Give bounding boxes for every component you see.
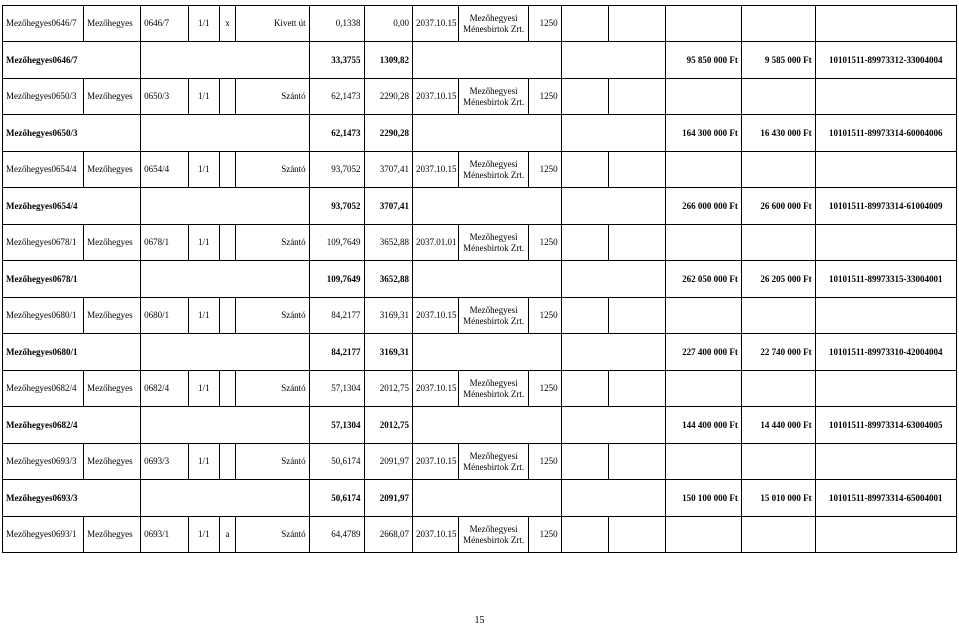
parcel-number: 0646/7	[141, 6, 188, 42]
deposit-amount: 22 740 000 Ft	[741, 334, 815, 371]
gold-crown-value: 3707,41	[364, 152, 412, 188]
parcel-detail-row	[3, 517, 957, 553]
starting-price: 262 050 000 Ft	[665, 261, 741, 298]
lease-end-date: 2037.10.15	[412, 517, 458, 553]
summary-area-hectares: 57,1304	[309, 407, 364, 444]
bank-account-number: 10101511-89973312-33004004	[815, 42, 956, 79]
empty-cell	[561, 115, 665, 152]
lease-end-date: 2037.10.15	[412, 6, 458, 42]
area-hectares: 64,4789	[309, 517, 364, 553]
cultivation-branch: Szántó	[235, 444, 309, 480]
parcel-number: 0650/3	[141, 79, 188, 115]
sub-parcel-letter	[220, 225, 236, 261]
summary-area-hectares: 109,7649	[309, 261, 364, 298]
empty-cell	[561, 188, 665, 225]
empty-cell	[665, 371, 741, 407]
gold-crown-value: 2091,97	[364, 444, 412, 480]
gold-crown-value: 3652,88	[364, 225, 412, 261]
starting-price: 144 400 000 Ft	[665, 407, 741, 444]
parcel-summary-row	[3, 480, 957, 517]
empty-cell	[609, 371, 666, 407]
parcel-number: 0682/4	[141, 371, 188, 407]
empty-cell	[665, 444, 741, 480]
area-hectares: 57,1304	[309, 371, 364, 407]
empty-cell	[561, 42, 665, 79]
owner-name: Mezőhegyesi Ménesbirtok Zrt.	[459, 152, 529, 188]
empty-cell	[561, 480, 665, 517]
parcel-number: 0680/1	[141, 298, 188, 334]
parcel-summary-row	[3, 188, 957, 225]
deposit-amount: 14 440 000 Ft	[741, 407, 815, 444]
trust-code: 1250	[528, 298, 561, 334]
empty-cell	[665, 79, 741, 115]
empty-cell	[741, 79, 815, 115]
parcel-detail-row	[3, 225, 957, 261]
starting-price: 164 300 000 Ft	[665, 115, 741, 152]
empty-cell	[561, 371, 608, 407]
gold-crown-value: 0,00	[364, 6, 412, 42]
parcel-detail-row	[3, 6, 957, 42]
empty-cell	[815, 517, 956, 553]
page-number: 15	[474, 615, 485, 626]
empty-cell	[561, 298, 608, 334]
summary-parcel-ref: Mezőhegyes0682/4	[3, 407, 141, 444]
summary-parcel-ref: Mezőhegyes0678/1	[3, 261, 141, 298]
settlement: Mezőhegyes	[84, 225, 141, 261]
empty-cell	[561, 152, 608, 188]
area-hectares: 109,7649	[309, 225, 364, 261]
parcel-ref: Mezőhegyes0650/3	[3, 79, 84, 115]
summary-parcel-ref: Mezőhegyes0680/1	[3, 334, 141, 371]
empty-cell	[815, 444, 956, 480]
cultivation-branch: Szántó	[235, 79, 309, 115]
trust-code: 1250	[528, 6, 561, 42]
bank-account-number: 10101511-89973314-65004001	[815, 480, 956, 517]
empty-cell	[665, 298, 741, 334]
owner-name: Mezőhegyesi Ménesbirtok Zrt.	[459, 79, 529, 115]
settlement: Mezőhegyes	[84, 79, 141, 115]
summary-gold-crown-value: 3652,88	[364, 261, 412, 298]
summary-gold-crown-value: 2290,28	[364, 115, 412, 152]
bank-account-number: 10101511-89973314-61004009	[815, 188, 956, 225]
parcel-ref: Mezőhegyes0654/4	[3, 152, 84, 188]
empty-cell	[141, 188, 310, 225]
empty-cell	[815, 152, 956, 188]
trust-code: 1250	[528, 152, 561, 188]
parcel-number: 0693/3	[141, 444, 188, 480]
summary-parcel-ref: Mezőhegyes0646/7	[3, 42, 141, 79]
owner-name: Mezőhegyesi Ménesbirtok Zrt.	[459, 371, 529, 407]
parcel-ref: Mezőhegyes0693/3	[3, 444, 84, 480]
summary-area-hectares: 62,1473	[309, 115, 364, 152]
empty-cell	[609, 152, 666, 188]
parcel-ref: Mezőhegyes0678/1	[3, 225, 84, 261]
empty-cell	[609, 225, 666, 261]
summary-parcel-ref: Mezőhegyes0650/3	[3, 115, 141, 152]
sub-parcel-letter	[220, 298, 236, 334]
cultivation-branch: Szántó	[235, 225, 309, 261]
sub-parcel-letter	[220, 79, 236, 115]
empty-cell	[741, 517, 815, 553]
cultivation-branch: Szántó	[235, 517, 309, 553]
empty-cell	[665, 6, 741, 42]
empty-cell	[412, 480, 561, 517]
ownership-share: 1/1	[188, 298, 220, 334]
cultivation-branch: Szántó	[235, 152, 309, 188]
empty-cell	[141, 42, 310, 79]
empty-cell	[412, 407, 561, 444]
sub-parcel-letter	[220, 152, 236, 188]
settlement: Mezőhegyes	[84, 444, 141, 480]
empty-cell	[741, 371, 815, 407]
ownership-share: 1/1	[188, 517, 220, 553]
empty-cell	[561, 261, 665, 298]
empty-cell	[741, 225, 815, 261]
parcel-number: 0678/1	[141, 225, 188, 261]
owner-name: Mezőhegyesi Ménesbirtok Zrt.	[459, 517, 529, 553]
starting-price: 266 000 000 Ft	[665, 188, 741, 225]
cultivation-branch: Szántó	[235, 298, 309, 334]
parcel-summary-row	[3, 407, 957, 444]
area-hectares: 62,1473	[309, 79, 364, 115]
empty-cell	[815, 79, 956, 115]
gold-crown-value: 2012,75	[364, 371, 412, 407]
sub-parcel-letter: a	[220, 517, 236, 553]
empty-cell	[412, 42, 561, 79]
ownership-share: 1/1	[188, 225, 220, 261]
parcel-ref: Mezőhegyes0680/1	[3, 298, 84, 334]
owner-name: Mezőhegyesi Ménesbirtok Zrt.	[459, 225, 529, 261]
empty-cell	[609, 298, 666, 334]
owner-name: Mezőhegyesi Ménesbirtok Zrt.	[459, 444, 529, 480]
parcel-summary-row	[3, 42, 957, 79]
bank-account-number: 10101511-89973314-60004006	[815, 115, 956, 152]
gold-crown-value: 3169,31	[364, 298, 412, 334]
parcel-detail-row	[3, 371, 957, 407]
empty-cell	[561, 225, 608, 261]
empty-cell	[561, 79, 608, 115]
parcel-number: 0693/1	[141, 517, 188, 553]
trust-code: 1250	[528, 444, 561, 480]
parcel-summary-row	[3, 115, 957, 152]
empty-cell	[815, 6, 956, 42]
ownership-share: 1/1	[188, 371, 220, 407]
empty-cell	[609, 444, 666, 480]
empty-cell	[609, 79, 666, 115]
empty-cell	[665, 225, 741, 261]
deposit-amount: 16 430 000 Ft	[741, 115, 815, 152]
area-hectares: 0,1338	[309, 6, 364, 42]
lease-end-date: 2037.10.15	[412, 371, 458, 407]
empty-cell	[412, 188, 561, 225]
empty-cell	[741, 6, 815, 42]
lease-end-date: 2037.10.15	[412, 444, 458, 480]
settlement: Mezőhegyes	[84, 298, 141, 334]
sub-parcel-letter	[220, 371, 236, 407]
summary-gold-crown-value: 3707,41	[364, 188, 412, 225]
parcel-summary-row	[3, 261, 957, 298]
empty-cell	[141, 334, 310, 371]
ownership-share: 1/1	[188, 152, 220, 188]
empty-cell	[741, 444, 815, 480]
settlement: Mezőhegyes	[84, 517, 141, 553]
starting-price: 227 400 000 Ft	[665, 334, 741, 371]
trust-code: 1250	[528, 79, 561, 115]
empty-cell	[561, 517, 608, 553]
lease-end-date: 2037.10.15	[412, 298, 458, 334]
deposit-amount: 15 010 000 Ft	[741, 480, 815, 517]
sub-parcel-letter	[220, 444, 236, 480]
empty-cell	[561, 444, 608, 480]
empty-cell	[741, 152, 815, 188]
deposit-amount: 9 585 000 Ft	[741, 42, 815, 79]
lease-end-date: 2037.01.01	[412, 225, 458, 261]
parcel-detail-row	[3, 152, 957, 188]
summary-area-hectares: 93,7052	[309, 188, 364, 225]
empty-cell	[141, 407, 310, 444]
summary-area-hectares: 33,3755	[309, 42, 364, 79]
empty-cell	[609, 6, 666, 42]
trust-code: 1250	[528, 371, 561, 407]
owner-name: Mezőhegyesi Ménesbirtok Zrt.	[459, 6, 529, 42]
empty-cell	[412, 115, 561, 152]
bank-account-number: 10101511-89973315-33004001	[815, 261, 956, 298]
lease-end-date: 2037.10.15	[412, 152, 458, 188]
summary-area-hectares: 50,6174	[309, 480, 364, 517]
trust-code: 1250	[528, 225, 561, 261]
summary-gold-crown-value: 1309,82	[364, 42, 412, 79]
starting-price: 95 850 000 Ft	[665, 42, 741, 79]
parcel-summary-row	[3, 334, 957, 371]
area-hectares: 84,2177	[309, 298, 364, 334]
parcel-ref: Mezőhegyes0693/1	[3, 517, 84, 553]
owner-name: Mezőhegyesi Ménesbirtok Zrt.	[459, 298, 529, 334]
empty-cell	[141, 480, 310, 517]
ownership-share: 1/1	[188, 6, 220, 42]
empty-cell	[665, 152, 741, 188]
parcel-detail-row	[3, 298, 957, 334]
bank-account-number: 10101511-89973310-42004004	[815, 334, 956, 371]
empty-cell	[665, 517, 741, 553]
gold-crown-value: 2668,07	[364, 517, 412, 553]
empty-cell	[561, 407, 665, 444]
empty-cell	[141, 261, 310, 298]
sub-parcel-letter: x	[220, 6, 236, 42]
empty-cell	[815, 371, 956, 407]
area-hectares: 50,6174	[309, 444, 364, 480]
parcel-ref: Mezőhegyes0682/4	[3, 371, 84, 407]
empty-cell	[815, 298, 956, 334]
summary-area-hectares: 84,2177	[309, 334, 364, 371]
summary-parcel-ref: Mezőhegyes0654/4	[3, 188, 141, 225]
empty-cell	[412, 261, 561, 298]
empty-cell	[815, 225, 956, 261]
starting-price: 150 100 000 Ft	[665, 480, 741, 517]
parcel-number: 0654/4	[141, 152, 188, 188]
deposit-amount: 26 600 000 Ft	[741, 188, 815, 225]
parcel-detail-row	[3, 79, 957, 115]
gold-crown-value: 2290,28	[364, 79, 412, 115]
settlement: Mezőhegyes	[84, 6, 141, 42]
settlement: Mezőhegyes	[84, 152, 141, 188]
empty-cell	[561, 6, 608, 42]
empty-cell	[141, 115, 310, 152]
empty-cell	[561, 334, 665, 371]
parcel-table-body	[3, 6, 957, 553]
parcel-ref: Mezőhegyes0646/7	[3, 6, 84, 42]
ownership-share: 1/1	[188, 79, 220, 115]
settlement: Mezőhegyes	[84, 371, 141, 407]
empty-cell	[741, 298, 815, 334]
deposit-amount: 26 205 000 Ft	[741, 261, 815, 298]
summary-gold-crown-value: 2091,97	[364, 480, 412, 517]
lease-end-date: 2037.10.15	[412, 79, 458, 115]
cultivation-branch: Kivett út	[235, 6, 309, 42]
summary-gold-crown-value: 3169,31	[364, 334, 412, 371]
parcel-table	[2, 5, 957, 553]
area-hectares: 93,7052	[309, 152, 364, 188]
summary-gold-crown-value: 2012,75	[364, 407, 412, 444]
empty-cell	[412, 334, 561, 371]
cultivation-branch: Szántó	[235, 371, 309, 407]
bank-account-number: 10101511-89973314-63004005	[815, 407, 956, 444]
trust-code: 1250	[528, 517, 561, 553]
ownership-share: 1/1	[188, 444, 220, 480]
summary-parcel-ref: Mezőhegyes0693/3	[3, 480, 141, 517]
empty-cell	[609, 517, 666, 553]
parcel-detail-row	[3, 444, 957, 480]
